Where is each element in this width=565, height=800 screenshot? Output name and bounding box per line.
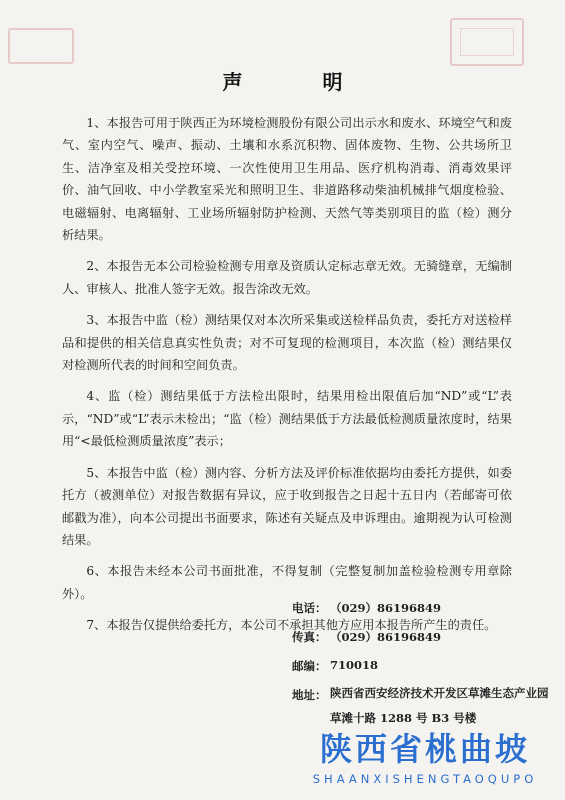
watermark-subtext: SHAANXISHENGTAOQUPO (312, 772, 538, 786)
address-label: 地址： (292, 688, 327, 702)
statement-paragraph-5: 5、本报告中监（检）测内容、分析方法及评价标准依据均由委托方提供，如委托方（被测单位）对报告数据有异议，应于收到报告之日起十五日内（若邮寄可依邮戳为准），向本公司提出书面要求，陈述有关疑点及申诉理由。逾期视为认可检测结果。 (62, 465, 512, 547)
stamp-mark-right (450, 18, 524, 66)
statement-paragraph-1: 1、本报告可用于陕西正为环境检测股份有限公司出示水和废水、环境空气和废气、室内空气、噪声、振动、土壤和水系沉积物、固体废物、生物、公共场所卫生、洁净室及相关受控环境、一次性使用卫生用品、医疗机构消毒、消毒效果评价、油气回收、中小学教室采光和照明卫生、非道路移动柴油机械排气烟度检验、电磁辐射、电离辐射、工业场所辐射防护检测、天然气等类别项目的监（检）测分析结果。 (62, 116, 512, 243)
watermark-text: 陕西省桃曲坡 (319, 730, 530, 768)
statement-paragraph-4: 4、监（检）测结果低于方法检出限时，结果用检出限值后加“ND”或“L”表示，“ND”或“L”表示未检出；“监（检）测结果低于方法最低检测质量浓度时，结果用“<最低检测质量浓度”表示； (62, 389, 512, 449)
contact-address-row (292, 686, 552, 725)
statement-body (62, 112, 512, 646)
stamp-mark-left (8, 28, 74, 64)
zip-value: 710018 (330, 658, 379, 672)
zip-label: 邮编： (292, 659, 327, 673)
fax-label: 传真： (292, 630, 327, 644)
watermark (300, 724, 550, 786)
statement-paragraph-2: 2、本报告无本公司检验检测专用章及资质认定标志章无效。无骑缝章，无编制人、审核人、批准人签字无效。报告涂改无效。 (62, 259, 512, 296)
statement-paragraph-6: 6、本报告未经本公司书面批准，不得复制（完整复制加盖检验检测专用章除外）。 (62, 564, 512, 601)
contact-fax-row (292, 629, 552, 658)
statement-paragraph-7: 7、本报告仅提供给委托方，本公司不承担其他方应用本报告所产生的责任。 (86, 618, 497, 633)
phone-label: 电话： (292, 601, 327, 615)
phone-value: （029）86196849 (330, 601, 442, 615)
fax-value: （029）86196849 (330, 630, 442, 644)
contact-phone-row (292, 600, 552, 629)
address-value: 陕西省西安经济技术开发区草滩生态产业园草滩十路 1288 号 B3 号楼 (330, 686, 549, 725)
contact-block (292, 600, 552, 725)
page-title: 声 明 (222, 70, 373, 94)
statement-paragraph-3: 3、本报告中监（检）测结果仅对本次所采集或送检样品负责，委托方对送检样品和提供的相关信息真实性负责；对不可复现的检测项目，本次监（检）测结果仅对检测所代表的时间和空间负责。 (62, 313, 512, 373)
